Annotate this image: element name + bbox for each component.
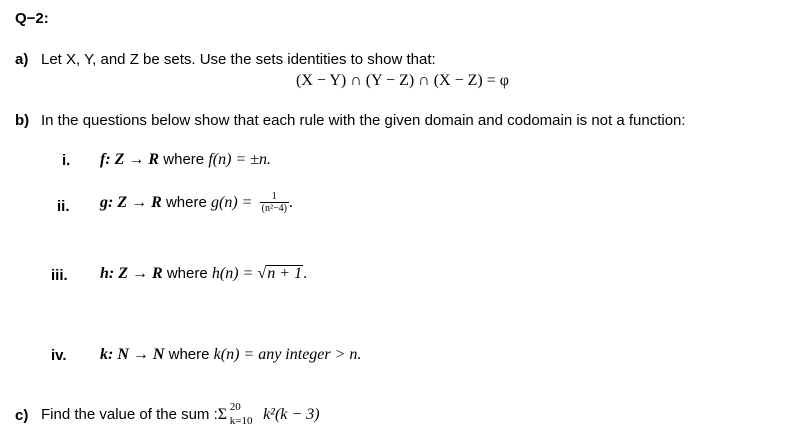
sum-upper-limit: 20 (229, 401, 241, 413)
part-b-text: In the questions below show that each rule with the given domain and codomain is not a function: (41, 112, 686, 129)
item-iii-sqrt-arg: n + 1 (267, 265, 303, 282)
item-iii-where: where (166, 265, 208, 282)
item-iii-map: h: Z → R (100, 265, 163, 282)
sum-lower-limit: k=10 (229, 415, 253, 427)
item-ii-where: where (165, 193, 207, 211)
item-ii-frac-num: 1 (260, 191, 289, 203)
item-iii-row (100, 265, 307, 283)
item-i-rule: f(n) = ±n. (208, 151, 271, 168)
sum-expression (217, 401, 253, 427)
item-iii-rule: h(n) = (211, 265, 254, 282)
sqrt-icon: √ (257, 265, 267, 282)
sum-summand: k²(k − 3) (263, 406, 320, 423)
item-i-numeral: i. (62, 152, 71, 169)
item-iii-tail: . (303, 265, 308, 282)
part-c-text: Find the value of the sum : (41, 406, 218, 423)
part-b-label: b) (15, 112, 30, 129)
item-i-where: where (163, 151, 205, 168)
part-c-label: c) (15, 407, 29, 424)
item-i-map: f: Z → R (100, 151, 160, 168)
question-heading: Q−2: (15, 10, 49, 27)
part-a-text: Let X, Y, and Z be sets. Use the sets identities to show that: (41, 51, 436, 68)
part-a-equation: (X − Y) ∩ (Y − Z) ∩ (X − Z) = φ (296, 72, 509, 89)
item-iv-row (100, 346, 361, 364)
item-iv-where: where (168, 346, 210, 363)
item-iii-numeral: iii. (51, 267, 68, 284)
part-c-row (41, 401, 320, 427)
item-i-row (100, 151, 271, 169)
item-iv-numeral: iv. (51, 347, 67, 364)
item-ii-rule: g(n) = (210, 193, 253, 211)
item-ii-frac-den: (n²−4) (261, 203, 287, 214)
item-ii-fraction (260, 191, 289, 215)
sigma-icon: Σ (217, 406, 228, 423)
part-a-label: a) (15, 51, 29, 68)
item-iv-rule: k(n) = any integer > n. (213, 346, 362, 363)
item-iv-map: k: N → N (100, 346, 165, 363)
item-ii-numeral: ii. (57, 198, 70, 215)
item-ii-map: g: Z → R (100, 193, 162, 211)
item-ii-tail: . (288, 193, 293, 211)
item-ii-row (100, 191, 293, 215)
